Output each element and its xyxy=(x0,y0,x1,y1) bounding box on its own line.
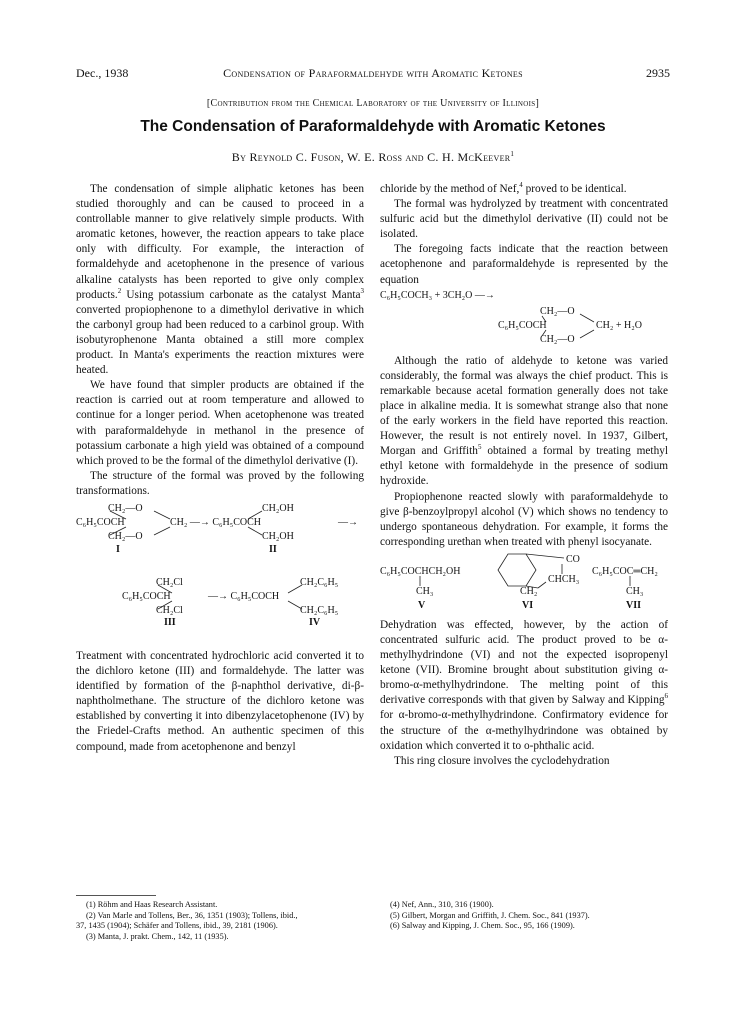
scheme-compound-VII: C₆H₅COC═CH₂ xyxy=(592,565,658,577)
right-paragraph-4: Although the ratio of aldehyde to ketone was varied considerably, the formal was always the chief product. This is remarkable because acetal formation generally does not take place in alkaline media. It is somewhat strange also that none of the early workers in the field have reported this reaction. However, the result is not entirely novel. In 1937, Gilbert, Morgan and Griffith$^5$ obtained a formal by treating methyl ethyl ketone with formaldehyde in the presence of sodium hydroxide. xyxy=(380,354,669,488)
transformation-scheme xyxy=(76,499,364,649)
footnote-4: (4) Nef, Ann., 310, 316 (1900). xyxy=(390,900,494,909)
scheme-compound-I: C₆H₅COCH xyxy=(76,516,125,528)
right-column xyxy=(380,182,668,769)
scheme-compound-III: C₆H₅COCH xyxy=(122,590,171,602)
scheme-ch2oh-top: CH₂OH xyxy=(262,502,294,514)
reaction-equation xyxy=(380,288,668,354)
header-page-number: 2935 xyxy=(646,66,670,80)
footnotes-right xyxy=(390,900,672,932)
footnote-3: (3) Manta, J. prakt. Chem., 142, 11 (1935). xyxy=(86,931,229,941)
header-running-title: Condensation of Paraformaldehyde with Aromatic Ketones xyxy=(223,66,523,80)
scheme-bonds xyxy=(76,499,364,649)
label-I: I xyxy=(116,543,120,555)
scheme-co: CO xyxy=(566,553,580,565)
scheme-compound-V: C₆H₅COCHCH₂OH xyxy=(380,565,461,577)
footnote-6: (6) Salway and Kipping, J. Chem. Soc., 95, 166 (1909). xyxy=(390,921,575,930)
scheme-ch2cl-top: CH₂Cl xyxy=(156,576,183,588)
right-paragraph-5: Propiophenone reacted slowly with paraformaldehyde to give β-benzoylpropyl alcohol (V) which shows no tendency to undergo spontaneous dehydration. For example, it forms the corresponding urethan when treated with phenyl isocyanate. xyxy=(380,490,668,548)
label-IV: IV xyxy=(309,616,321,628)
left-paragraph-4: Treatment with concentrated hydrochloric acid converted it to the dichloro ketone (III) and formaldehyde. The latter was identified by formation of the β-naphthol derivative, di-β-naphtholmethane. The structure of the dichloro ketone was established by converting it into dibenzylacetophenone (IV) by the Friedel-Crafts method. An authentic specimen of this compound, made from acetophenone and benzyl xyxy=(76,649,364,753)
scheme-v-ch3: CH₃ xyxy=(416,585,434,597)
scheme-vi-ch2: CH₂ xyxy=(520,585,538,597)
right-paragraph-1: chloride by the method of Nef,$^4$ proved to be identical. xyxy=(380,181,627,195)
scheme-step-3: —→ C₆H₅COCH xyxy=(208,590,280,602)
right-paragraph-7: This ring closure involves the cyclodehydration xyxy=(394,754,610,767)
footnote-5: (5) Gilbert, Morgan and Griffith, J. Chem. Soc., 841 (1937). xyxy=(390,910,590,920)
scheme-vii-ch3: CH₃ xyxy=(626,585,644,597)
scheme-ch2cl-bot: CH₂Cl xyxy=(156,604,183,616)
footnote-1: (1) Röhm and Haas Research Assistant. xyxy=(86,900,218,909)
label-V: V xyxy=(418,599,426,611)
header-date: Dec., 1938 xyxy=(76,66,129,80)
left-paragraph-1: The condensation of simple aliphatic ketones has been studied thoroughly and can be caused to proceed in a controllable manner to give relatively simple products. With aromatic ketones, however, the reaction appears to take place only with difficulty. For example, the interaction of formaldehyde and acetophenone in the presence of various alkaline catalysts has been reported to give only complex products.$^2$ Using potassium carbonate as the catalyst Manta$^3$ converted propiophenone to a dimethylol derivative in which the carbonyl group had been reduced to a carbinol group. With isobutyrophenone Manta obtained a still more complex product. In Manta's experiments the reaction mixtures were heated. xyxy=(76,183,364,377)
footnote-2: (2) Van Marle and Tollens, Ber., 36, 1351 (1903); Tollens, ibid., xyxy=(86,910,298,920)
label-II: II xyxy=(269,543,277,555)
running-header xyxy=(76,66,670,82)
label-VII: VII xyxy=(626,599,642,611)
scheme-ch2oh-bot: CH₂OH xyxy=(262,530,294,542)
label-VI: VI xyxy=(522,599,534,611)
hydrindone-ring xyxy=(380,550,668,618)
scheme-chch3: CHCH₃ xyxy=(548,573,580,585)
equation-product: C₆H₅COCH xyxy=(498,319,547,331)
scheme-ch2c6h5-top: CH₂C₆H₅ xyxy=(300,576,339,588)
footnote-rule xyxy=(76,895,156,896)
scheme-ch2o-bot: CH₂—O xyxy=(108,530,143,542)
equation-bonds xyxy=(380,288,668,354)
left-paragraph-3: The structure of the formal was proved by the following transformations. xyxy=(76,469,364,497)
left-column xyxy=(76,182,364,755)
equation-ch2o-bot: CH₂—O xyxy=(540,333,575,345)
scheme-ch2c6h5-bot: CH₂C₆H₅ xyxy=(300,604,339,616)
contribution-line: [Contribution from the Chemical Laboratory of the University of Illinois] xyxy=(206,98,540,109)
scheme-ch2o-top: CH₂—O xyxy=(108,502,143,514)
dehydration-scheme xyxy=(380,550,668,618)
equation-reactants: C₆H₅COCH₃ + 3CH₂O —→ xyxy=(380,289,495,301)
equation-ch2-h2o: CH₂ + H₂O xyxy=(596,319,642,331)
label-III: III xyxy=(164,616,176,628)
author-line xyxy=(76,150,670,165)
scheme-arrow-next: —→ xyxy=(338,516,358,528)
authors-text: By Reynold C. Fuson, W. E. Ross and C. H. McKeever xyxy=(231,150,511,164)
right-paragraph-3: The foregoing facts indicate that the reaction between acetophenone and paraformaldehyde is represented by the equation xyxy=(380,243,668,286)
left-paragraph-2: We have found that simpler products are obtained if the reaction is carried out at room temperature and allowed to continue for a longer period. When acetophenone was treated with paraformaldehyde in methanol in the presence of potassium carbonate a high yield was obtained of a compound which proved to be the formal of the dimethylol derivative (I). xyxy=(76,379,364,467)
right-paragraph-2: The formal was hydrolyzed by treatment with concentrated sulfuric acid but the dimethylol derivative (II) could not be isolated. xyxy=(380,198,668,241)
right-paragraph-6: Dehydration was effected, however, by the action of concentrated sulfuric acid. The product proved to be α-methylhydrindone (VI) and not the expected isopropenyl ketone (VII). Bromine brought about substitution giving α-bromo-α-methylhydrindone. The melting point of this derivative corresponds with that given by Salway and Kipping$^6$ for α-bromo-α-methylhydrindone. Confirmatory evidence for the structure of the α-methylhydrindone was obtained by oxidation which converted it to o-phthalic acid. xyxy=(380,618,668,752)
equation-ch2o-top: CH₂—O xyxy=(540,305,575,317)
footnote-2-cont: 37, 1435 (1904); Schäfer and Tollens, ibid., 39, 2181 (1906). xyxy=(76,921,278,930)
author-footnote-mark: 1 xyxy=(510,150,515,158)
footnotes-left xyxy=(76,900,376,942)
scheme-step-1: CH₂ —→ C₆H₅COCH xyxy=(170,516,262,528)
article-title: The Condensation of Paraformaldehyde with Aromatic Ketones xyxy=(140,118,606,135)
